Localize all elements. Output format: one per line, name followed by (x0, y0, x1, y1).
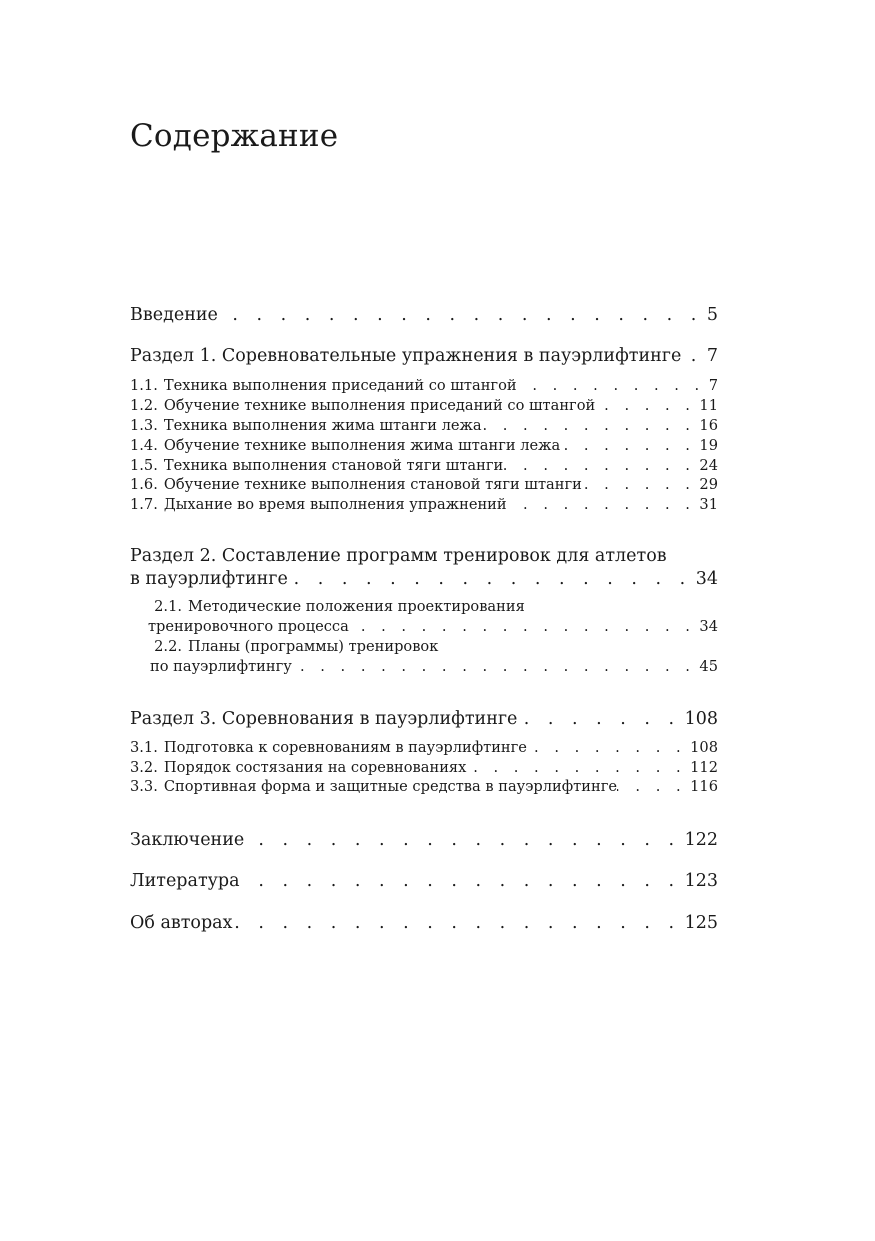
toc-entry-label: Введение (130, 305, 218, 325)
toc-section-2-label-line1[interactable]: Раздел 2. Составление программ тренировок для атлетов (130, 546, 667, 566)
toc-subentry-number: 1.2. (130, 397, 158, 414)
toc-subentry[interactable] (130, 618, 718, 635)
toc-subentry[interactable] (130, 476, 718, 493)
toc-subentry-page: 45 (699, 658, 718, 675)
toc-subentry-label: Методические положения проектирования (188, 598, 525, 615)
toc-subentry-number: 2.1. (154, 598, 182, 615)
dot-leader (218, 305, 707, 325)
toc-subentry[interactable] (130, 377, 718, 394)
dot-leader (466, 759, 690, 776)
toc-subentry[interactable] (130, 437, 718, 454)
dot-leader (681, 346, 707, 366)
toc-entry-literature[interactable] (130, 871, 718, 891)
toc-section-3[interactable] (130, 709, 718, 729)
toc-entry-page: 34 (695, 569, 718, 589)
toc-subentry-number: 1.6. (130, 476, 158, 493)
dot-leader (349, 618, 700, 635)
dot-leader (507, 496, 700, 513)
toc-entry-page: 5 (706, 305, 718, 325)
toc-subentry-label: Техника выполнения жима штанги лежа (163, 417, 482, 434)
dot-leader (517, 377, 709, 394)
dot-leader (244, 830, 684, 850)
dot-leader (240, 871, 685, 891)
dot-leader (617, 778, 690, 795)
toc-subentry[interactable] (130, 397, 718, 414)
toc-entry-page: 123 (684, 871, 718, 891)
toc-subentry-page: 108 (690, 739, 718, 756)
toc-entry-label: Раздел 1. Соревновательные упражнения в пауэрлифтинге (130, 346, 682, 366)
dot-leader (482, 417, 700, 434)
dot-leader (292, 658, 700, 675)
dot-leader (560, 437, 699, 454)
toc-subentry-number: 1.1. (130, 377, 158, 394)
toc-subentry-number: 3.1. (130, 739, 158, 756)
toc-entry-page: 7 (706, 346, 718, 366)
toc-entry-label: Раздел 3. Соревнования в пауэрлифтинге (130, 709, 518, 729)
toc-entry-label: Литература (130, 871, 240, 891)
toc-subentry-label: Порядок состязания на соревнованиях (163, 759, 467, 776)
toc-subentry-number: 2.2. (154, 638, 182, 655)
dot-leader (232, 913, 684, 933)
toc-subentry-label: Обучение технике выполнения приседаний со штангой (163, 397, 596, 414)
toc-subentry-label: по пауэрлифтингу (149, 658, 292, 675)
toc-subentry-page: 116 (690, 778, 718, 795)
toc-subentry-number: 1.5. (130, 457, 158, 474)
toc-entry-page: 125 (684, 913, 718, 933)
toc-entry-conclusion[interactable] (130, 830, 718, 850)
toc-subentry-page: 16 (699, 417, 718, 434)
toc-subentry-label: Обучение технике выполнения становой тяги штанги (163, 476, 582, 493)
dot-leader (503, 457, 699, 474)
toc-subentry-page: 19 (699, 437, 718, 454)
dot-leader (527, 739, 690, 756)
toc-subentry-label: Спортивная форма и защитные средства в пауэрлифтинге (163, 778, 617, 795)
dot-leader (288, 569, 696, 589)
toc-subentry[interactable] (130, 417, 718, 434)
toc-subentry[interactable] (130, 778, 718, 795)
toc-subentry-label: Техника выполнения приседаний со штангой (163, 377, 517, 394)
toc-subentry-page: 29 (699, 476, 718, 493)
toc-subentry-line1[interactable] (130, 598, 718, 615)
toc-subentry-label: тренировочного процесса (147, 618, 349, 635)
toc-subentry-label: Планы (программы) тренировок (188, 638, 439, 655)
toc-subentry-page: 31 (699, 496, 718, 513)
toc-entry-label: в пауэрлифтинге (130, 569, 288, 589)
toc-entry-page: 122 (684, 830, 718, 850)
toc-subentry[interactable] (130, 759, 718, 776)
toc-subentry-page: 24 (699, 457, 718, 474)
toc-subentry-label: Дыхание во время выполнения упражнений (163, 496, 507, 513)
toc-subentry[interactable] (130, 739, 718, 756)
toc-section-1[interactable] (130, 346, 718, 366)
toc-subentry-number: 3.3. (130, 778, 158, 795)
toc-entry-intro[interactable] (130, 305, 718, 325)
toc-subentry-label: Подготовка к соревнованиям в пауэрлифтинге (163, 739, 527, 756)
toc-subentry-label: Техника выполнения становой тяги штанги (163, 457, 504, 474)
page-title: Содержание (130, 118, 339, 154)
toc-subentry[interactable] (130, 457, 718, 474)
toc-subentry-page: 34 (699, 618, 718, 635)
toc-subentry-line1[interactable] (130, 638, 718, 655)
toc-subentry[interactable] (130, 658, 718, 675)
toc-entry-page: 108 (684, 709, 718, 729)
dot-leader (595, 397, 699, 414)
toc-section-2[interactable] (130, 569, 718, 589)
toc-subentry-number: 1.7. (130, 496, 158, 513)
toc-entry-label: Об авторах (130, 913, 233, 933)
toc-subentry[interactable] (130, 496, 718, 513)
toc-subentry-number: 1.4. (130, 437, 158, 454)
toc-subentry-number: 1.3. (130, 417, 158, 434)
toc-subentry-page: 112 (690, 759, 718, 776)
toc-subentry-page: 11 (699, 397, 718, 414)
dot-leader (582, 476, 700, 493)
dot-leader (517, 709, 684, 729)
toc-entry-authors[interactable] (130, 913, 718, 933)
toc-subentry-number: 3.2. (130, 759, 158, 776)
toc-subentry-page: 7 (708, 377, 718, 394)
toc-entry-label: Заключение (130, 830, 245, 850)
toc-subentry-label: Обучение технике выполнения жима штанги лежа (163, 437, 561, 454)
